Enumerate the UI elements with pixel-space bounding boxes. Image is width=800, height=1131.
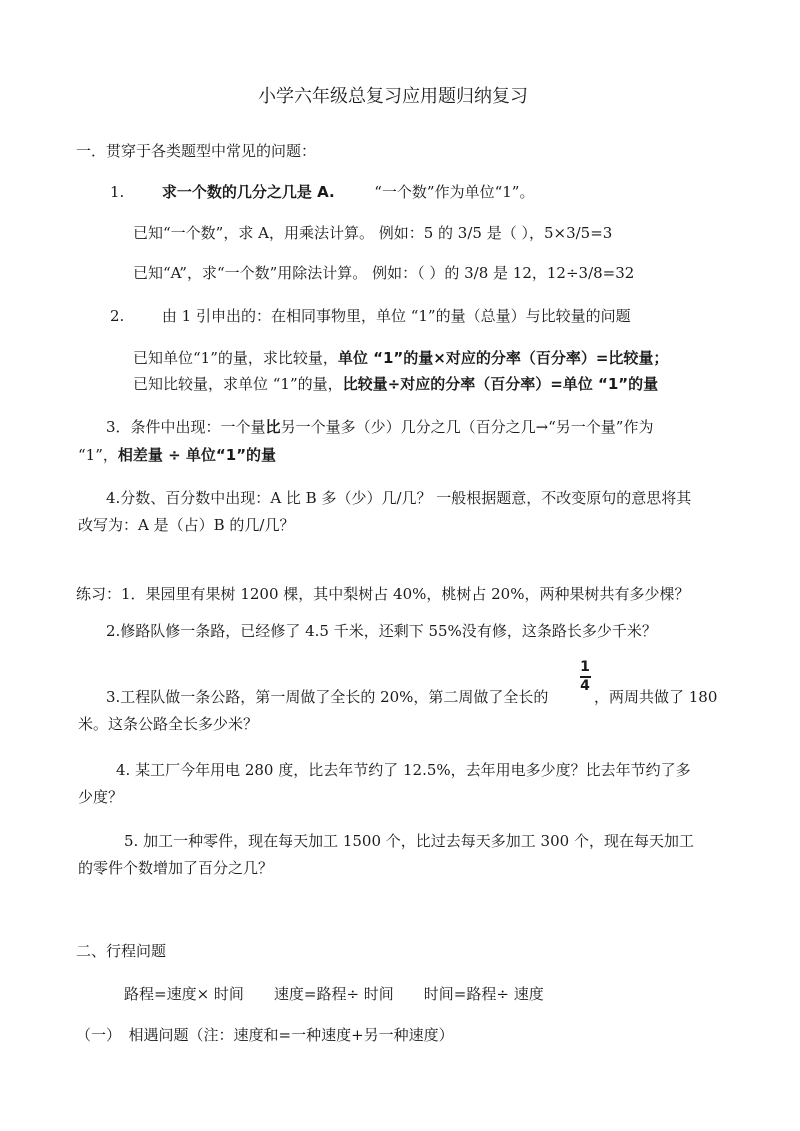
item1-line1: 已知“一个数”，求 A，用乘法计算。 例如：5 的 3/5 是（ ），5×3/5=3 (133, 224, 613, 242)
item2-line2 (133, 373, 658, 395)
practice-2: 2.修路队修一条路，已经修了 4.5 千米，还剩下 55%没有修，这条路长多少千米？ (106, 622, 657, 640)
practice-1: 练习：1．果园里有果树 1200 棵，其中梨树占 40%，桃树占 20%，两种果树共有多少棵？ (76, 585, 690, 603)
item2-line1 (133, 347, 668, 369)
practice-5-line1: 5. 加工一种零件，现在每天加工 1500 个，比过去每天多加工 300 个，现在每天加工 (124, 832, 694, 850)
section2-heading: 二、行程问题 (76, 942, 167, 960)
practice-3-line1-end: ，两周共做了 180 (594, 688, 718, 706)
item3-text-c: 另一个量多（少）几分之几（百分之几→“另一个量”作为 (280, 418, 654, 436)
page-title: 小学六年级总复习应用题归纳复习 (258, 86, 528, 107)
item2-line2-text: 已知比较量，求单位 “1”的量， (133, 375, 343, 393)
item1-text: “一个数”作为单位“1”。 (374, 183, 535, 201)
fraction-one-quarter (578, 660, 592, 694)
item3-line2 (78, 444, 276, 466)
item2-heading (110, 305, 631, 327)
item3-text-a: 3．条件中出现：一个量 (106, 418, 266, 436)
practice-4-line2: 少度？ (78, 788, 124, 806)
item2-text: 由 1 引申出的：在相同事物里，单位 “1”的量（总量）与比较量的问题 (161, 307, 631, 325)
item1-number: 1. (110, 183, 125, 201)
fraction-numerator: 1 (580, 659, 590, 675)
practice-3-line2: 米。这条公路全长多少米？ (78, 715, 259, 733)
item3-bold: 比 (265, 418, 281, 436)
item2-line2-bold: 比较量÷对应的分率（百分率）=单位 “1”的量 (342, 375, 659, 393)
item3-line2-bold: 相差量 ÷ 单位“1”的量 (117, 446, 277, 464)
item2-number: 2. (110, 307, 125, 325)
practice-5-line2: 的零件个数增加了百分之几？ (78, 859, 274, 877)
item2-line1-text: 已知单位“1”的量，求比较量， (133, 349, 338, 367)
section1-heading: 一．贯穿于各类题型中常见的问题： (76, 142, 317, 160)
item4-line1: 4.分数、百分数中出现：A 比 B 多（少）几/几？ 一般根据题意，不改变原句的意思将其 (106, 489, 692, 507)
item3-line1 (106, 416, 653, 438)
item4-line2: 改写为：A 是（占）B 的几/几？ (78, 516, 295, 534)
fraction-denominator: 4 (580, 678, 590, 694)
section2-sub1: （一） 相遇问题（注：速度和=一种速度+另一种速度） (76, 1026, 454, 1044)
item3-line2-text: “1”， (78, 446, 118, 464)
practice-4-line1: 4. 某工厂今年用电 280 度，比去年节约了 12.5%，去年用电多少度？比去年节约了多 (116, 761, 691, 779)
practice-3-line1: 3.工程队做一条公路，第一周做了全长的 20%，第二周做了全长的 (106, 688, 549, 706)
item1-bold-text: 求一个数的几分之几是 A. (161, 183, 335, 201)
item1-line2: 已知“A”，求“一个数”用除法计算。 例如：（ ）的 3/8 是 12，12÷3/8=32 (133, 264, 635, 282)
travel-formula: 路程=速度× 时间 速度=路程÷ 时间 时间=路程÷ 速度 (124, 985, 544, 1003)
item2-line1-bold: 单位 “1”的量×对应的分率（百分率）=比较量； (337, 349, 669, 367)
item1-heading (110, 181, 534, 203)
